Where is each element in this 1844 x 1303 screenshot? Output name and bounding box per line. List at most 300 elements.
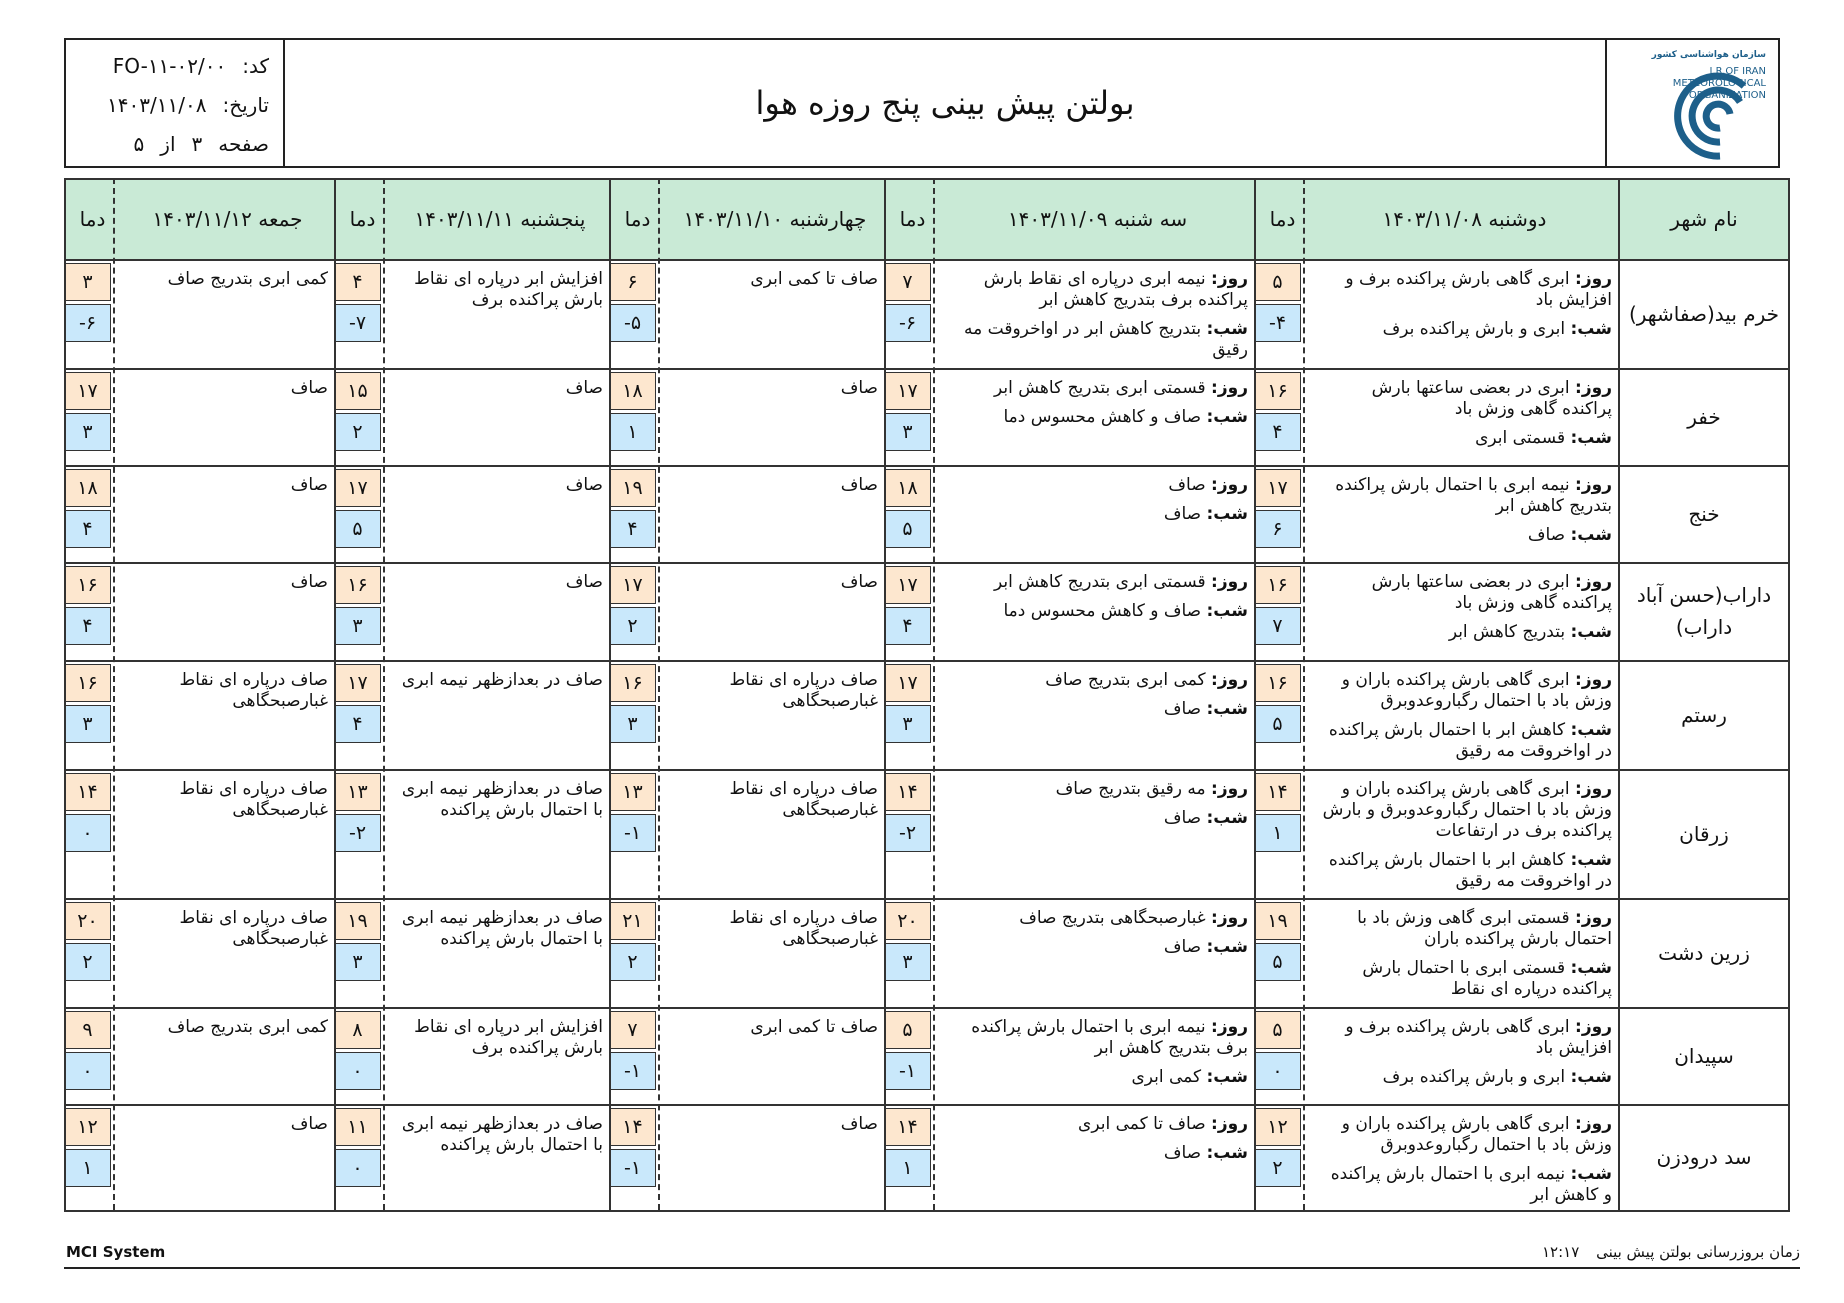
night-label: شب:	[1570, 428, 1612, 448]
max-temp-value: ۱۷	[884, 566, 931, 604]
night-forecast	[949, 937, 1248, 958]
min-temp-value: ۰	[64, 814, 111, 852]
day-forecast-text: نیمه ابری با احتمال بارش پراکنده بتدریج کاهش ابر	[1335, 475, 1612, 516]
night-forecast	[1319, 1067, 1612, 1088]
min-temp-value: ۳	[884, 705, 931, 743]
forecast-cell	[941, 1007, 1254, 1104]
day-column-header: سه شنبه ۱۴۰۳/۱۱/۰۹	[1007, 206, 1188, 231]
day-forecast	[1319, 1017, 1612, 1059]
day-label: روز:	[1211, 670, 1248, 690]
forecast-cell	[1311, 898, 1618, 1007]
forecast-cell: صاف	[565, 475, 603, 495]
city-name: زرین دشت	[1658, 940, 1750, 965]
row-divider	[64, 562, 1790, 564]
min-temp-value: -۱	[609, 1052, 656, 1090]
day-column-header: پنجشنبه ۱۴۰۳/۱۱/۱۱	[414, 206, 586, 231]
max-temp-value: ۱۶	[1254, 664, 1301, 702]
forecast-cell	[1311, 368, 1618, 465]
min-temp-value: -۱	[609, 814, 656, 852]
day-forecast	[949, 1114, 1248, 1135]
night-label: شب:	[1206, 601, 1248, 621]
night-label: شب:	[1206, 699, 1248, 719]
max-temp-value: ۱۹	[1254, 902, 1301, 940]
forecast-cell	[941, 769, 1254, 898]
min-temp-value: ۰	[1254, 1052, 1301, 1090]
forecast-cell: صاف درپاره ای نقاط غبارصبحگاهی	[179, 670, 328, 711]
max-temp-value: ۵	[884, 1011, 931, 1049]
day-column-header: چهارشنبه ۱۴۰۳/۱۱/۱۰	[683, 206, 867, 231]
forecast-cell	[941, 660, 1254, 769]
max-temp-value: ۱۳	[334, 773, 381, 811]
code-label: کد:	[242, 54, 269, 78]
row-divider	[64, 1210, 1790, 1212]
night-forecast-text: کاهش ابر با احتمال بارش پراکنده در اواخروقت مه رقیق	[1328, 850, 1612, 891]
max-temp-value: ۱۴	[1254, 773, 1301, 811]
night-forecast	[949, 1067, 1248, 1088]
night-forecast-text: بتدریج کاهش ابر	[1448, 622, 1566, 642]
forecast-cell: صاف	[840, 475, 878, 495]
min-temp-value: ۱	[1254, 814, 1301, 852]
night-forecast	[949, 601, 1248, 622]
min-temp-value: ۴	[64, 510, 111, 548]
day-forecast	[1319, 475, 1612, 517]
max-temp-value: ۱۶	[64, 566, 111, 604]
day-column-header: جمعه ۱۴۰۳/۱۱/۱۲	[152, 206, 303, 231]
min-temp-value: ۷	[1254, 607, 1301, 645]
forecast-cell: صاف تا کمی ابری	[750, 269, 878, 289]
day-forecast-text: غبارصبحگاهی بتدریج صاف	[1019, 908, 1206, 928]
min-temp-value: ۵	[884, 510, 931, 548]
temp-column-divider	[933, 178, 935, 1210]
forecast-cell: صاف	[290, 475, 328, 495]
date-value: ۱۴۰۳/۱۱/۰۸	[107, 93, 207, 117]
night-forecast-text: نیمه ابری با احتمال بارش پراکنده و کاهش ابر	[1330, 1164, 1612, 1205]
row-divider	[64, 1104, 1790, 1106]
city-name: سد درودزن	[1656, 1145, 1752, 1169]
max-temp-value: ۸	[334, 1011, 381, 1049]
max-temp-value: ۱۶	[64, 664, 111, 702]
night-forecast-text: کاهش ابر با احتمال بارش پراکنده در اواخروقت مه رقیق	[1328, 720, 1612, 761]
day-forecast	[1319, 572, 1612, 614]
organization-logo	[1605, 40, 1778, 166]
forecast-cell: صاف در بعدازظهر نیمه ابری با احتمال بارش پراکنده	[401, 779, 603, 820]
day-forecast	[949, 1017, 1248, 1059]
day-forecast-text: ابری در بعضی ساعتها بارش پراکنده گاهی وزش باد	[1371, 378, 1612, 419]
table-border-right	[1788, 178, 1790, 1210]
day-label: روز:	[1575, 269, 1612, 289]
night-forecast-text: صاف	[1163, 504, 1202, 524]
night-forecast-text: صاف	[1527, 525, 1566, 545]
document-meta	[66, 40, 285, 166]
max-temp-value: ۵	[1254, 263, 1301, 301]
city-name: خرم بید(صفاشهر)	[1628, 301, 1780, 326]
forecast-cell	[941, 898, 1254, 1007]
min-temp-value: ۱	[609, 413, 656, 451]
min-temp-value: -۲	[334, 814, 381, 852]
forecast-cell: صاف تا کمی ابری	[750, 1017, 878, 1037]
forecast-cell	[941, 259, 1254, 368]
min-temp-value: ۶	[1254, 510, 1301, 548]
day-label: روز:	[1211, 378, 1248, 398]
footer-update-label: زمان بروزرسانی بولتن پیش بینی	[1596, 1243, 1800, 1261]
footer-rule	[64, 1267, 1800, 1269]
night-forecast-text: ابری و بارش پراکنده برف	[1382, 1067, 1566, 1087]
min-temp-value: -۷	[334, 304, 381, 342]
min-temp-value: -۲	[884, 814, 931, 852]
max-temp-value: ۱۸	[609, 372, 656, 410]
max-temp-value: ۱۲	[64, 1108, 111, 1146]
max-temp-value: ۱۷	[884, 372, 931, 410]
min-temp-value: ۲	[1254, 1149, 1301, 1187]
forecast-cell: صاف	[290, 1114, 328, 1134]
forecast-cell: صاف در بعدازظهر نیمه ابری با احتمال بارش پراکنده	[401, 1114, 603, 1155]
forecast-cell	[941, 368, 1254, 465]
forecast-cell	[941, 465, 1254, 562]
date-label: تاریخ:	[222, 93, 269, 117]
max-temp-value: ۱۱	[334, 1108, 381, 1146]
min-temp-value: ۳	[884, 943, 931, 981]
min-temp-value: ۲	[609, 607, 656, 645]
max-temp-value: ۲۱	[609, 902, 656, 940]
max-temp-value: ۱۹	[609, 469, 656, 507]
night-label: شب:	[1206, 937, 1248, 957]
footer-system-name: MCI System	[66, 1243, 166, 1261]
max-temp-value: ۵	[1254, 1011, 1301, 1049]
min-temp-value: -۴	[1254, 304, 1301, 342]
night-forecast-text: صاف	[1163, 1143, 1202, 1163]
day-label: روز:	[1211, 1114, 1248, 1134]
max-temp-value: ۱۸	[64, 469, 111, 507]
min-temp-value: ۲	[64, 943, 111, 981]
night-forecast	[1319, 850, 1612, 892]
min-temp-value: ۰	[64, 1052, 111, 1090]
night-forecast	[1319, 622, 1612, 643]
max-temp-value: ۱۳	[609, 773, 656, 811]
table-border-left	[64, 178, 66, 1210]
night-label: شب:	[1206, 1143, 1248, 1163]
min-temp-value: ۳	[334, 943, 381, 981]
day-forecast	[1319, 670, 1612, 712]
day-forecast-text: صاف	[1168, 475, 1206, 495]
logo-text: I.R.OF IRAN METEOROLOGICAL ORGANIZATION	[1672, 66, 1766, 101]
row-divider	[64, 660, 1790, 662]
min-temp-value: -۱	[884, 1052, 931, 1090]
page-total: ۵	[133, 132, 145, 156]
logo-name: سازمان هواشناسی کشور	[1651, 50, 1766, 60]
max-temp-value: ۱۷	[334, 664, 381, 702]
night-forecast-text: صاف	[1163, 699, 1202, 719]
forecast-cell: صاف درپاره ای نقاط غبارصبحگاهی	[179, 779, 328, 820]
max-temp-value: ۱۴	[64, 773, 111, 811]
min-temp-value: ۳	[334, 607, 381, 645]
min-temp-value: ۳	[64, 413, 111, 451]
forecast-table	[64, 178, 1790, 1212]
day-forecast-text: ابری در بعضی ساعتها بارش پراکنده گاهی وزش باد	[1371, 572, 1612, 613]
column-divider	[1254, 178, 1256, 1210]
max-temp-value: ۱۶	[1254, 372, 1301, 410]
max-temp-value: ۱۷	[64, 372, 111, 410]
min-temp-value: ۳	[884, 413, 931, 451]
night-forecast	[949, 699, 1248, 720]
min-temp-value: ۵	[334, 510, 381, 548]
forecast-cell: صاف در بعدازظهر نیمه ابری	[401, 670, 603, 690]
max-temp-value: ۲۰	[884, 902, 931, 940]
night-forecast-text: صاف	[1163, 808, 1202, 828]
forecast-cell	[1311, 769, 1618, 898]
code-row	[86, 48, 269, 84]
day-forecast-text: کمی ابری بتدریج صاف	[1045, 670, 1206, 690]
day-label: روز:	[1575, 475, 1612, 495]
max-temp-value: ۱۲	[1254, 1108, 1301, 1146]
forecast-cell	[1311, 259, 1618, 368]
min-temp-value: ۳	[609, 705, 656, 743]
night-forecast-text: کمی ابری	[1131, 1067, 1202, 1087]
night-label: شب:	[1570, 720, 1612, 740]
night-forecast-text: ابری و بارش پراکنده برف	[1382, 319, 1566, 339]
night-label: شب:	[1570, 1164, 1612, 1184]
night-forecast	[949, 504, 1248, 525]
max-temp-value: ۱۴	[884, 1108, 931, 1146]
footer-update-time	[1542, 1243, 1800, 1261]
max-temp-value: ۱۷	[1254, 469, 1301, 507]
max-temp-value: ۱۶	[609, 664, 656, 702]
night-forecast	[1319, 525, 1612, 546]
forecast-cell: کمی ابری بتدریج صاف	[167, 1017, 328, 1037]
day-forecast	[949, 269, 1248, 311]
day-label: روز:	[1211, 475, 1248, 495]
night-forecast	[1319, 319, 1612, 340]
day-forecast	[1319, 269, 1612, 311]
night-label: شب:	[1206, 319, 1248, 339]
forecast-cell: کمی ابری بتدریج صاف	[167, 269, 328, 289]
city-name: رستم	[1681, 702, 1727, 727]
city-name: خفر	[1687, 404, 1721, 429]
night-forecast	[949, 319, 1248, 361]
forecast-cell: صاف	[840, 1114, 878, 1134]
night-forecast-text: قسمتی ابری با احتمال بارش پراکنده درپاره ای نقاط	[1362, 958, 1612, 999]
forecast-cell: صاف	[290, 378, 328, 398]
max-temp-value: ۱۵	[334, 372, 381, 410]
day-forecast	[1319, 779, 1612, 842]
night-label: شب:	[1206, 504, 1248, 524]
min-temp-value: ۱	[64, 1149, 111, 1187]
day-forecast-text: ابری گاهی بارش پراکنده باران و وزش باد با احتمال رگباروعدوبرق	[1341, 1114, 1612, 1155]
night-label: شب:	[1570, 958, 1612, 978]
page-label: صفحه	[218, 132, 269, 156]
min-temp-value: ۴	[334, 705, 381, 743]
date-row	[86, 87, 269, 123]
column-divider	[334, 178, 336, 1210]
forecast-cell	[941, 562, 1254, 660]
night-forecast	[1319, 1164, 1612, 1206]
night-forecast	[1319, 428, 1612, 449]
night-label: شب:	[1570, 319, 1612, 339]
day-label: روز:	[1211, 1017, 1248, 1037]
max-temp-value: ۱۹	[334, 902, 381, 940]
row-divider	[64, 1007, 1790, 1009]
forecast-cell: صاف درپاره ای نقاط غبارصبحگاهی	[729, 908, 878, 949]
min-temp-value: ۵	[1254, 705, 1301, 743]
max-temp-value: ۴	[334, 263, 381, 301]
footer-update-value: ۱۲:۱۷	[1542, 1243, 1580, 1261]
min-temp-value: ۰	[334, 1052, 381, 1090]
night-label: شب:	[1570, 622, 1612, 642]
max-temp-value: ۷	[609, 1011, 656, 1049]
temp-column-divider	[658, 178, 660, 1210]
min-temp-value: -۶	[64, 304, 111, 342]
day-label: روز:	[1575, 908, 1612, 928]
forecast-cell	[941, 1104, 1254, 1210]
min-temp-value: -۶	[884, 304, 931, 342]
day-forecast	[1319, 1114, 1612, 1156]
day-forecast-text: ابری گاهی بارش پراکنده برف و افزایش باد	[1345, 1017, 1612, 1058]
max-temp-value: ۱۷	[334, 469, 381, 507]
min-temp-value: ۳	[64, 705, 111, 743]
forecast-cell: صاف	[840, 378, 878, 398]
day-forecast-text: ابری گاهی بارش پراکنده باران و وزش باد با احتمال رگباروعدوبرق و بارش پراکنده برف در ارتفاعات	[1322, 779, 1612, 841]
temp-column-divider	[1303, 178, 1305, 1210]
day-forecast	[1319, 378, 1612, 420]
night-label: شب:	[1206, 1067, 1248, 1087]
page-number: ۳	[191, 132, 203, 156]
night-forecast-text: قسمتی ابری	[1475, 428, 1566, 448]
column-divider	[884, 178, 886, 1210]
forecast-cell: افزایش ابر درپاره ای نقاط بارش پراکنده برف	[414, 269, 603, 310]
max-temp-value: ۷	[884, 263, 931, 301]
table-border-top	[64, 178, 1790, 180]
min-temp-value: ۴	[64, 607, 111, 645]
night-forecast	[949, 808, 1248, 829]
forecast-cell: صاف درپاره ای نقاط غبارصبحگاهی	[179, 908, 328, 949]
max-temp-value: ۲۰	[64, 902, 111, 940]
day-forecast-text: ابری گاهی بارش پراکنده باران و وزش باد با احتمال رگباروعدوبرق	[1341, 670, 1612, 711]
day-forecast	[949, 475, 1248, 496]
forecast-cell: صاف	[840, 572, 878, 592]
day-forecast-text: نیمه ابری با احتمال بارش پراکنده برف بتدریج کاهش ابر	[971, 1017, 1248, 1058]
forecast-cell	[1311, 1007, 1618, 1104]
row-divider	[64, 465, 1790, 467]
column-divider	[609, 178, 611, 1210]
forecast-cell: صاف در بعدازظهر نیمه ابری با احتمال بارش پراکنده	[401, 908, 603, 949]
day-column-header: دوشنبه ۱۴۰۳/۱۱/۰۸	[1382, 206, 1547, 231]
temp-column-header: دما	[79, 206, 106, 231]
forecast-cell	[1311, 660, 1618, 769]
day-forecast-text: مه رقیق بتدریج صاف	[1055, 779, 1206, 799]
bulletin-header	[64, 38, 1780, 168]
forecast-cell	[1311, 465, 1618, 562]
min-temp-value: ۱	[884, 1149, 931, 1187]
forecast-cell: صاف	[565, 378, 603, 398]
temp-column-header: دما	[899, 206, 926, 231]
night-label: شب:	[1570, 525, 1612, 545]
page-of: از	[160, 132, 176, 156]
day-label: روز:	[1211, 572, 1248, 592]
temp-column-divider	[113, 178, 115, 1210]
day-label: روز:	[1575, 1017, 1612, 1037]
day-forecast	[1319, 908, 1612, 950]
night-forecast-text: صاف و کاهش محسوس دما	[1003, 601, 1202, 621]
max-temp-value: ۹	[64, 1011, 111, 1049]
max-temp-value: ۳	[64, 263, 111, 301]
max-temp-value: ۱۷	[609, 566, 656, 604]
night-label: شب:	[1206, 407, 1248, 427]
day-label: روز:	[1211, 779, 1248, 799]
temp-column-header: دما	[349, 206, 376, 231]
max-temp-value: ۱۴	[609, 1108, 656, 1146]
min-temp-value: ۴	[884, 607, 931, 645]
day-label: روز:	[1575, 572, 1612, 592]
day-forecast	[949, 670, 1248, 691]
day-forecast-text: قسمتی ابری گاهی وزش باد با احتمال بارش پراکنده باران	[1357, 908, 1612, 949]
day-forecast-text: قسمتی ابری بتدریج کاهش ابر	[994, 572, 1206, 592]
min-temp-value: ۴	[1254, 413, 1301, 451]
night-forecast	[949, 407, 1248, 428]
forecast-cell: صاف درپاره ای نقاط غبارصبحگاهی	[729, 779, 878, 820]
forecast-cell: صاف درپاره ای نقاط غبارصبحگاهی	[729, 670, 878, 711]
night-forecast	[1319, 720, 1612, 762]
min-temp-value: ۲	[334, 413, 381, 451]
column-divider	[1618, 178, 1620, 1210]
max-temp-value: ۱۸	[884, 469, 931, 507]
max-temp-value: ۱۶	[1254, 566, 1301, 604]
day-forecast	[949, 908, 1248, 929]
night-forecast-text: بتدریج کاهش ابر در اواخروقت مه رقیق	[964, 319, 1248, 360]
forecast-cell: افزایش ابر درپاره ای نقاط بارش پراکنده برف	[414, 1017, 603, 1058]
city-name: خنج	[1688, 501, 1720, 526]
day-forecast	[949, 572, 1248, 593]
code-value: FO-۱۱-۰۲/۰۰	[112, 54, 227, 78]
max-temp-value: ۱۴	[884, 773, 931, 811]
night-label: شب:	[1570, 850, 1612, 870]
row-divider	[64, 259, 1790, 261]
day-forecast-text: ابری گاهی بارش پراکنده برف و افزایش باد	[1345, 269, 1612, 310]
max-temp-value: ۱۶	[334, 566, 381, 604]
day-label: روز:	[1575, 670, 1612, 690]
night-label: شب:	[1206, 808, 1248, 828]
night-forecast	[1319, 958, 1612, 1000]
temp-column-divider	[383, 178, 385, 1210]
night-label: شب:	[1570, 1067, 1612, 1087]
page-row	[86, 126, 269, 162]
min-temp-value: ۴	[609, 510, 656, 548]
day-forecast	[949, 779, 1248, 800]
min-temp-value: ۵	[1254, 943, 1301, 981]
day-label: روز:	[1575, 378, 1612, 398]
row-divider	[64, 368, 1790, 370]
city-name: زرقان	[1679, 821, 1729, 846]
city-name: داراب(حسن آباد داراب)	[1636, 583, 1772, 639]
night-forecast	[949, 1143, 1248, 1164]
max-temp-value: ۱۷	[884, 664, 931, 702]
row-divider	[64, 769, 1790, 771]
city-column-header: نام شهر	[1670, 206, 1738, 231]
temp-column-header: دما	[624, 206, 651, 231]
max-temp-value: ۶	[609, 263, 656, 301]
day-label: روز:	[1575, 779, 1612, 799]
day-forecast	[949, 378, 1248, 399]
forecast-cell: صاف	[290, 572, 328, 592]
temp-column-header: دما	[1269, 206, 1296, 231]
day-forecast-text: قسمتی ابری بتدریج کاهش ابر	[994, 378, 1206, 398]
forecast-cell	[1311, 1104, 1618, 1210]
page-title: بولتن پیش بینی پنج روزه هوا	[755, 84, 1135, 122]
min-temp-value: ۲	[609, 943, 656, 981]
row-divider	[64, 898, 1790, 900]
forecast-cell: صاف	[565, 572, 603, 592]
night-forecast-text: صاف	[1163, 937, 1202, 957]
city-name: سپیدان	[1674, 1043, 1734, 1068]
night-forecast-text: صاف و کاهش محسوس دما	[1003, 407, 1202, 427]
